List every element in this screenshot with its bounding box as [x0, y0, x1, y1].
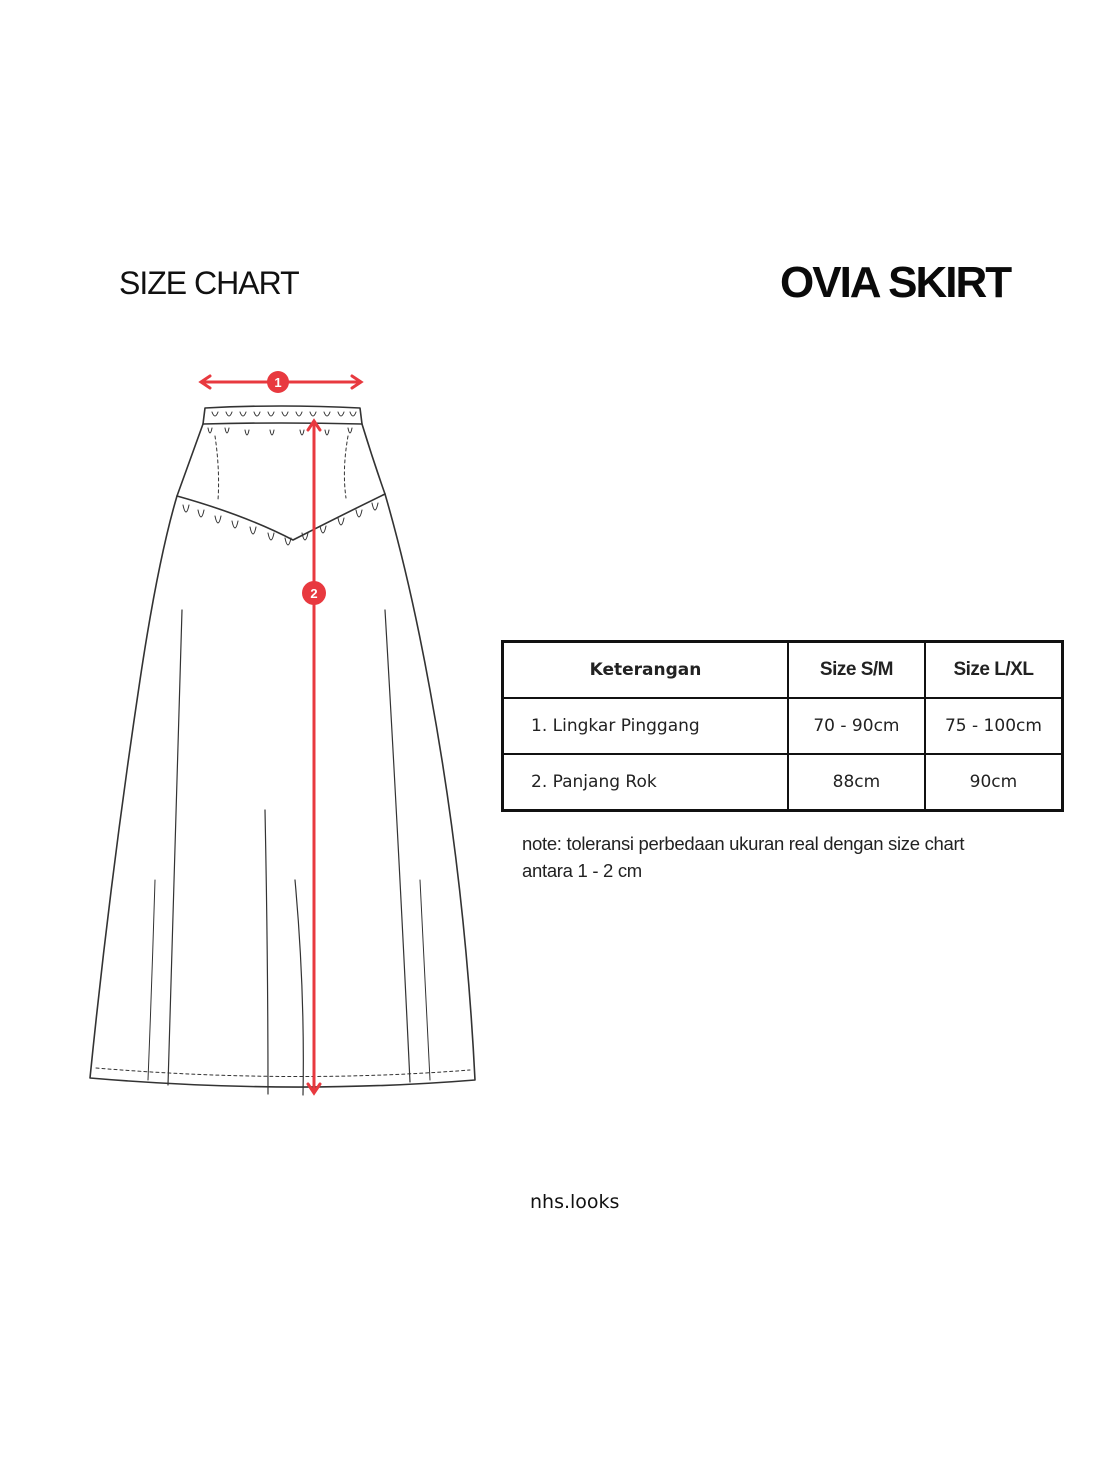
row-description: 2. Panjang Rok [503, 754, 788, 811]
skirt-illustration [80, 360, 490, 1110]
table-header-row [503, 642, 1063, 699]
note-line-1: note: toleransi perbedaan ukuran real dengan size chart [522, 833, 965, 854]
row-size-sm: 88cm [788, 754, 925, 811]
header-size-sm: Size S/M [788, 642, 925, 699]
skirt-outline [90, 494, 475, 1087]
waistband [203, 406, 362, 424]
row-size-lxl: 90cm [925, 754, 1063, 811]
size-table [501, 640, 1064, 812]
brand-name: nhs.looks [530, 1191, 620, 1213]
row-size-sm: 70 - 90cm [788, 698, 925, 754]
tolerance-note [522, 830, 1002, 884]
table-row [503, 754, 1063, 811]
header-keterangan: Keterangan [503, 642, 788, 699]
row-description: 1. Lingkar Pinggang [503, 698, 788, 754]
length-measurement [308, 421, 320, 1093]
marker-2-label: 2 [310, 586, 318, 601]
row-size-lxl: 75 - 100cm [925, 698, 1063, 754]
size-chart-heading: SIZE CHART [119, 265, 299, 301]
product-title: OVIA SKIRT [780, 258, 1011, 307]
marker-1-label: 1 [274, 375, 282, 390]
yoke [177, 424, 385, 540]
header-size-lxl: Size L/XL [925, 642, 1063, 699]
note-line-2: antara 1 - 2 cm [522, 860, 642, 881]
table-row [503, 698, 1063, 754]
